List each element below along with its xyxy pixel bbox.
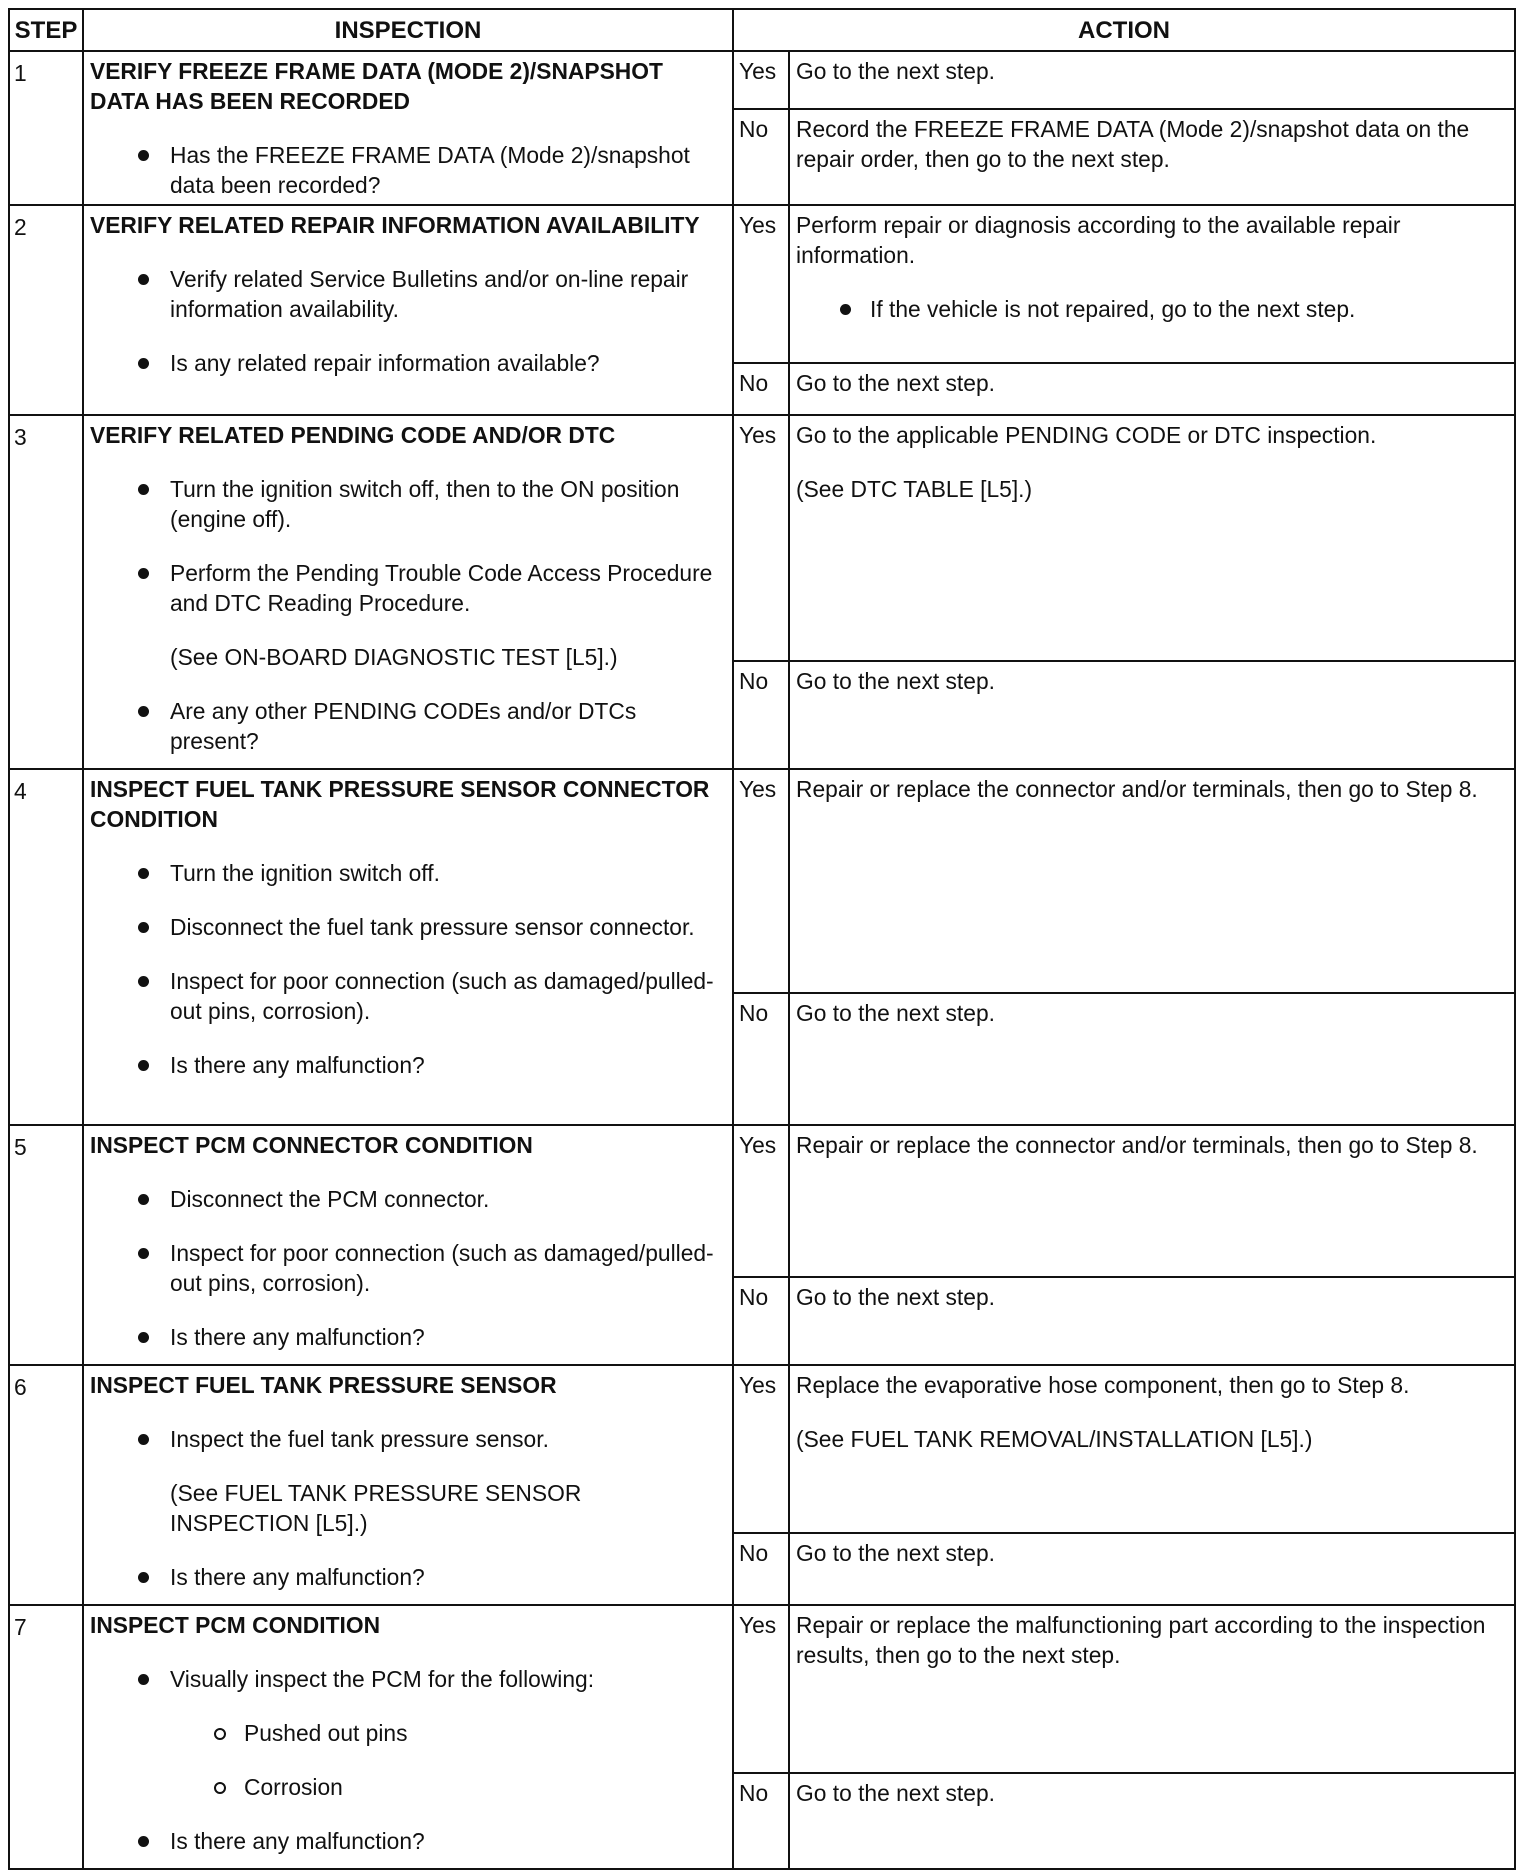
step-title: INSPECT FUEL TANK PRESSURE SENSOR: [90, 1372, 557, 1398]
yes-label: Yes: [733, 205, 789, 363]
no-action: Go to the next step.: [789, 993, 1515, 1125]
bullet-item: Inspect the fuel tank pressure sensor.: [90, 1424, 726, 1454]
bullet-item: Visually inspect the PCM for the following:: [90, 1664, 726, 1694]
step-number: 3: [9, 415, 83, 769]
table-row: [9, 415, 1515, 661]
table-row: [9, 769, 1515, 993]
bullet-item: Inspect for poor connection (such as damaged/pulled-out pins, corrosion).: [90, 1238, 726, 1298]
yes-action-cell: [789, 1365, 1515, 1533]
table-row: [9, 1605, 1515, 1773]
no-label: No: [733, 993, 789, 1125]
yes-label: Yes: [733, 51, 789, 109]
step-title: VERIFY RELATED PENDING CODE AND/OR DTC: [90, 422, 616, 448]
reference-note: (See FUEL TANK PRESSURE SENSOR INSPECTION [L5].): [170, 1480, 582, 1536]
yes-label: Yes: [733, 1125, 789, 1277]
bullet-item: Disconnect the PCM connector.: [90, 1184, 726, 1214]
yes-action: Perform repair or diagnosis according to the available repair information.: [796, 212, 1401, 268]
yes-label: Yes: [733, 1605, 789, 1773]
step-number: 1: [9, 51, 83, 205]
no-label: No: [733, 1277, 789, 1365]
yes-action: Repair or replace the malfunctioning part according to the inspection results, then go to the next step.: [789, 1605, 1515, 1773]
bullet-item: Is there any malfunction?: [90, 1050, 726, 1080]
table-header-row: [9, 9, 1515, 51]
sub-bullet-item: Pushed out pins: [90, 1718, 726, 1748]
table-row: [9, 205, 1515, 363]
action-column-header: ACTION: [733, 9, 1515, 51]
reference-note: (See ON-BOARD DIAGNOSTIC TEST [L5].): [170, 644, 618, 670]
step-title: VERIFY FREEZE FRAME DATA (MODE 2)/SNAPSHOT DATA HAS BEEN RECORDED: [90, 58, 663, 114]
bullet-item: Are any other PENDING CODEs and/or DTCs present?: [90, 696, 726, 756]
bullet-item: Is there any malfunction?: [90, 1322, 726, 1352]
no-action: Go to the next step.: [789, 1277, 1515, 1365]
inspection-cell: [83, 769, 733, 1125]
yes-action-cell: [789, 205, 1515, 363]
yes-action: Go to the next step.: [789, 51, 1515, 109]
sub-bullet-item: Corrosion: [90, 1772, 726, 1802]
table-row: [9, 1125, 1515, 1277]
no-label: No: [733, 661, 789, 769]
bullet-item: Has the FREEZE FRAME DATA (Mode 2)/snapshot data been recorded?: [90, 140, 726, 200]
yes-action: Repair or replace the connector and/or terminals, then go to Step 8.: [789, 769, 1515, 993]
step-title: INSPECT PCM CONNECTOR CONDITION: [90, 1132, 533, 1158]
no-action: Go to the next step.: [789, 661, 1515, 769]
inspection-cell: [83, 1125, 733, 1365]
action-bullet: If the vehicle is not repaired, go to the next step.: [796, 294, 1508, 324]
step-number: 5: [9, 1125, 83, 1365]
step-number: 2: [9, 205, 83, 415]
yes-label: Yes: [733, 1365, 789, 1533]
yes-label: Yes: [733, 769, 789, 993]
inspection-cell: [83, 1605, 733, 1869]
table-row: [9, 51, 1515, 109]
step-number: 6: [9, 1365, 83, 1605]
no-action: Go to the next step.: [789, 1773, 1515, 1869]
reference-note: (See FUEL TANK REMOVAL/INSTALLATION [L5].): [796, 1426, 1313, 1452]
step-column-header: STEP: [9, 9, 83, 51]
step-title: VERIFY RELATED REPAIR INFORMATION AVAILABILITY: [90, 212, 700, 238]
step-number: 4: [9, 769, 83, 1125]
step-title: INSPECT PCM CONDITION: [90, 1612, 381, 1638]
bullet-item: Is any related repair information available?: [90, 348, 726, 378]
yes-action: Repair or replace the connector and/or terminals, then go to Step 8.: [789, 1125, 1515, 1277]
diagnostic-table: [8, 8, 1516, 1870]
bullet-item: Is there any malfunction?: [90, 1826, 726, 1856]
inspection-cell: [83, 415, 733, 769]
table-row: [9, 1365, 1515, 1533]
no-label: No: [733, 109, 789, 205]
no-label: No: [733, 1773, 789, 1869]
inspection-column-header: INSPECTION: [83, 9, 733, 51]
bullet-item: Disconnect the fuel tank pressure sensor connector.: [90, 912, 726, 942]
inspection-cell: [83, 51, 733, 205]
inspection-cell: [83, 205, 733, 415]
reference-note: (See DTC TABLE [L5].): [796, 476, 1033, 502]
no-action: Record the FREEZE FRAME DATA (Mode 2)/snapshot data on the repair order, then go to the next step.: [789, 109, 1515, 205]
bullet-item: Inspect for poor connection (such as damaged/pulled-out pins, corrosion).: [90, 966, 726, 1026]
bullet-item: Is there any malfunction?: [90, 1562, 726, 1592]
bullet-item: Perform the Pending Trouble Code Access Procedure and DTC Reading Procedure.: [90, 558, 726, 618]
inspection-cell: [83, 1365, 733, 1605]
step-number: 7: [9, 1605, 83, 1869]
yes-action: Replace the evaporative hose component, then go to Step 8.: [796, 1372, 1410, 1398]
step-title: INSPECT FUEL TANK PRESSURE SENSOR CONNECTOR CONDITION: [90, 776, 710, 832]
no-action: Go to the next step.: [789, 363, 1515, 415]
no-action: Go to the next step.: [789, 1533, 1515, 1605]
yes-label: Yes: [733, 415, 789, 661]
bullet-item: Turn the ignition switch off.: [90, 858, 726, 888]
bullet-item: Verify related Service Bulletins and/or on-line repair information availability.: [90, 264, 726, 324]
no-label: No: [733, 1533, 789, 1605]
bullet-item: Turn the ignition switch off, then to the ON position (engine off).: [90, 474, 726, 534]
yes-action-cell: [789, 415, 1515, 661]
no-label: No: [733, 363, 789, 415]
yes-action: Go to the applicable PENDING CODE or DTC inspection.: [796, 422, 1377, 448]
